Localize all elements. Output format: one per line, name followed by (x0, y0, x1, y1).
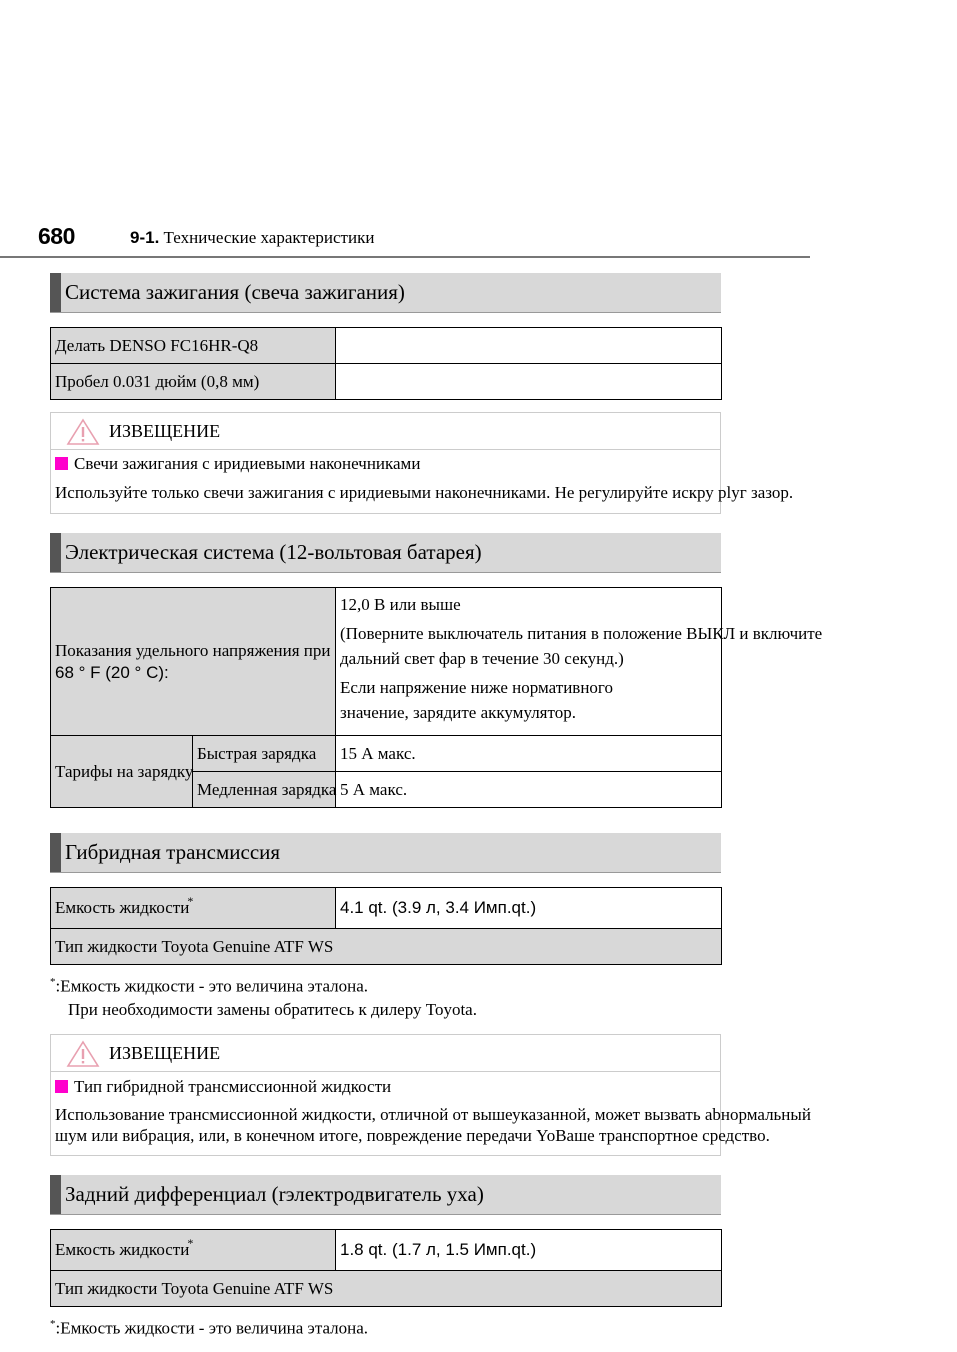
notice-body: Используйте только свечи зажигания с иридиевыми наконечниками. Не регулируйте искру plyг зазор. (55, 483, 794, 502)
section-electrical-title: Электрическая система (12-вольтовая батарея) (65, 540, 482, 564)
fast-charge-label: Быстрая зарядка (193, 736, 336, 772)
hybrid-fluid-type: Тип жидкости Toyota Genuine ATF WS (51, 929, 722, 965)
warning-icon (66, 1040, 100, 1068)
chapter-heading (130, 228, 374, 248)
notice-title: ИЗВЕЩЕНИЕ (109, 421, 221, 441)
voltage-value: 12,0 В или выше (340, 595, 461, 614)
rear-footnote: *:Емкость жидкости - это величина эталона. (50, 1318, 369, 1338)
warning-icon (66, 418, 100, 446)
table-row (51, 929, 722, 965)
table-row (51, 736, 722, 772)
table-row (51, 364, 722, 400)
fast-charge-value: 15 А макс. (336, 736, 722, 772)
hybrid-table (50, 887, 722, 965)
footnote-star: * (187, 894, 194, 908)
table-row (51, 888, 722, 929)
footnote-star: * (187, 1236, 194, 1250)
section-ignition-header (50, 273, 721, 313)
voltage-low-1: Если напряжение ниже нормативного (340, 678, 613, 697)
voltage-value-cell (336, 588, 823, 736)
slow-charge-value: 5 А макс. (336, 772, 722, 808)
rear-diff-table (50, 1229, 722, 1307)
ignition-table (50, 327, 722, 400)
section-ignition-title: Система зажигания (свеча зажигания) (65, 280, 405, 304)
ignition-gap-label: Пробел 0.031 дюйм (0,8 мм) (51, 364, 336, 400)
notice-body: Использование трансмиссионной жидкости, отличной от вышеуказанной, может вызвать abнормальный шум или вибрация, или, в конечном итоге, повреждение передачи YoВаше транспортное средство. (55, 1105, 811, 1145)
ignition-make-value (336, 328, 722, 364)
notice-header (51, 413, 720, 450)
table-row (51, 1271, 722, 1307)
rear-fluid-type: Тип жидкости Toyota Genuine ATF WS (51, 1271, 722, 1307)
voltage-label: Показания удельного напряжения при 68 ° F (20 ° C): (51, 588, 336, 736)
notice-title: ИЗВЕЩЕНИЕ (109, 1043, 221, 1063)
table-row (51, 588, 722, 736)
chapter-title: Технические характеристики (163, 228, 375, 247)
header-divider (0, 256, 810, 258)
page-number: 680 (38, 223, 75, 249)
section-rear-diff-header (50, 1175, 721, 1215)
chapter-number: 9-1. (130, 228, 160, 247)
bullet-square-icon (55, 1080, 68, 1093)
ignition-gap-value (336, 364, 722, 400)
voltage-low-2: значение, зарядите аккумулятор. (340, 703, 576, 722)
section-electrical-header (50, 533, 721, 573)
voltage-note-1: (Поверните выключатель питания в положение ВЫКЛ и включите (340, 624, 823, 643)
hybrid-capacity-label: Емкость жидкости* (51, 888, 336, 929)
electrical-table (50, 587, 823, 808)
slow-charge-label: Медленная зарядка (193, 772, 336, 808)
notice-subtitle: Свечи зажигания с иридиевыми наконечниками (55, 454, 420, 474)
table-row (51, 328, 722, 364)
notice-subtitle: Тип гибридной трансмиссионной жидкости (55, 1077, 391, 1097)
section-hybrid-title: Гибридная трансмиссия (65, 840, 281, 864)
ignition-notice (50, 412, 794, 514)
table-row (51, 1230, 722, 1271)
charge-rates-label: Тарифы на зарядку (51, 736, 193, 808)
rear-capacity-label: Емкость жидкости* (51, 1230, 336, 1271)
voltage-note-2: дальний свет фар в течение 30 секунд.) (340, 649, 624, 668)
notice-header (51, 1035, 720, 1072)
hybrid-notice (50, 1034, 811, 1156)
ignition-make-label: Делать DENSO FC16HR-Q8 (51, 328, 336, 364)
rear-capacity-value: 1.8 qt. (1.7 л, 1.5 Имп.qt.) (336, 1230, 722, 1271)
hybrid-capacity-value: 4.1 qt. (3.9 л, 3.4 Имп.qt.) (336, 888, 722, 929)
section-hybrid-header (50, 833, 721, 873)
hybrid-footnote-2: При необходимости замены обратитесь к дилеру Toyota. (68, 1000, 477, 1019)
bullet-square-icon (55, 457, 68, 470)
hybrid-footnote-1: *:Емкость жидкости - это величина эталона. (50, 976, 369, 996)
section-rear-diff-title: Задний дифференциал (rэлектродвигатель уха) (65, 1182, 484, 1206)
